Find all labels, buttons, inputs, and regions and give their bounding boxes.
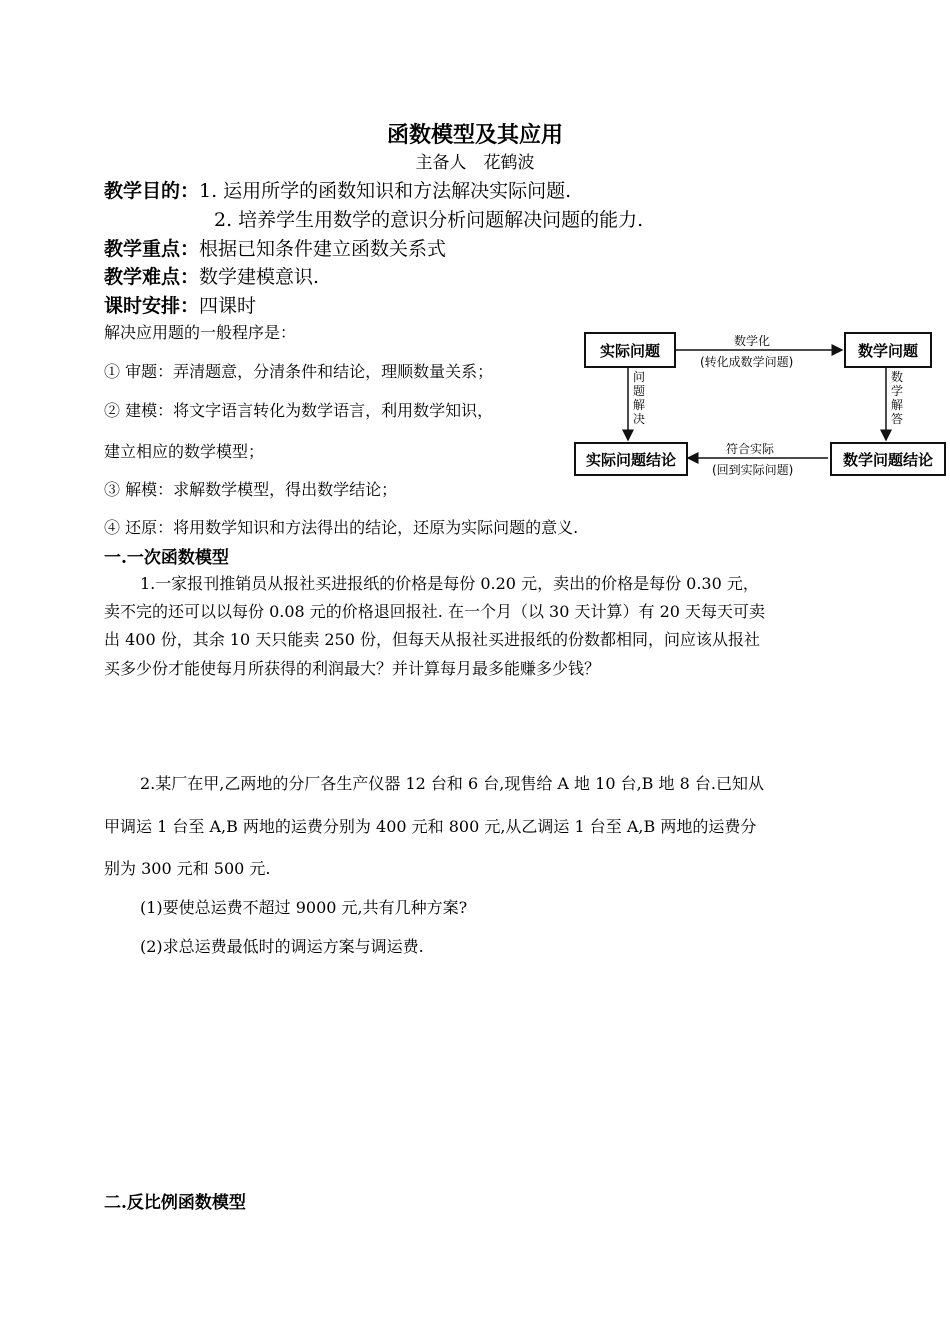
difficulty-row <box>104 262 319 289</box>
step-2a: ② 建模：将文字语言转化为数学语言，利用数学知识， <box>104 401 494 420</box>
goal-label: 教学目的： <box>104 180 200 202</box>
label-fit-reality: 符合实际 <box>726 442 775 456</box>
problem2-line1: 2.某厂在甲,乙两地的分厂各生产仪器 12 台和 6 台,现售给 A 地 10 台,B 地 8 台.已知从 <box>140 774 764 793</box>
section-linear-model: 一.一次函数模型 <box>104 548 229 568</box>
key-row <box>104 234 446 261</box>
procedure-intro: 解决应用题的一般程序是： <box>104 323 297 342</box>
step-1: ① 审题：弄清题意，分清条件和结论，理顺数量关系； <box>104 362 494 381</box>
step-4: ④ 还原：将用数学知识和方法得出的结论，还原为实际问题的意义. <box>104 518 579 537</box>
schedule-label: 课时安排： <box>104 295 200 317</box>
goal-row <box>104 176 571 203</box>
problem2-question2: (2)求总运费最低时的调运方案与调运费. <box>140 937 424 956</box>
box-math-conclusion: 数学问题结论 <box>830 442 946 476</box>
problem1-line3: 出 400 份，其余 10 天只能卖 250 份，但每天从报社买进报纸的份数都相同，问应该从报社 <box>104 630 760 649</box>
section-inverse-model: 二.反比例函数模型 <box>104 1193 246 1213</box>
box-real-conclusion: 实际问题结论 <box>574 442 688 476</box>
label-mathematize-sub: (转化成数学问题) <box>700 355 794 369</box>
step-2b: 建立相应的数学模型； <box>104 442 265 461</box>
label-problem-solve: 问题解决 <box>632 370 645 426</box>
label-math-solve: 数学解答 <box>890 370 903 426</box>
problem1-line4: 买多少份才能使每月所获得的利润最大？并计算每月最多能赚多少钱？ <box>104 659 601 678</box>
difficulty-label: 教学难点： <box>104 266 200 288</box>
key-text: 根据已知条件建立函数关系式 <box>199 238 447 260</box>
problem2-line3: 别为 300 元和 500 元. <box>104 859 271 878</box>
problem1-line2: 卖不完的还可以以每份 0.08 元的价格退回报社. 在一个月（以 30 天计算）有 20 天每天可卖 <box>104 602 766 621</box>
modeling-flowchart <box>572 328 944 478</box>
box-real-problem: 实际问题 <box>584 332 676 368</box>
problem1-line1: 1.一家报刊推销员从报社买进报纸的价格是每份 0.20 元，卖出的价格是每份 0.30 元， <box>140 574 759 593</box>
schedule-text: 四课时 <box>199 295 257 317</box>
key-label: 教学重点： <box>104 238 200 260</box>
label-fit-reality-sub: (回到实际问题) <box>712 463 794 477</box>
goal-1: 1. 运用所学的函数知识和方法解决实际问题. <box>199 180 572 202</box>
goal-2: 2. 培养学生用数学的意识分析问题解决问题的能力. <box>214 209 644 231</box>
step-3: ③ 解模：求解数学模型，得出数学结论； <box>104 480 398 499</box>
label-mathematize: 数学化 <box>734 334 771 348</box>
schedule-row <box>104 291 256 318</box>
problem2-question1: (1)要使总运费不超过 9000 元,共有几种方案? <box>140 898 468 917</box>
box-math-problem: 数学问题 <box>844 332 932 368</box>
author-line: 主备人 花鹤波 <box>415 153 535 173</box>
page-title: 函数模型及其应用 <box>386 122 563 148</box>
problem2-line2: 甲调运 1 台至 A,B 两地的运费分别为 400 元和 800 元,从乙调运 1 台至 A,B 两地的运费分 <box>104 817 757 836</box>
difficulty-text: 数学建模意识. <box>199 266 320 288</box>
